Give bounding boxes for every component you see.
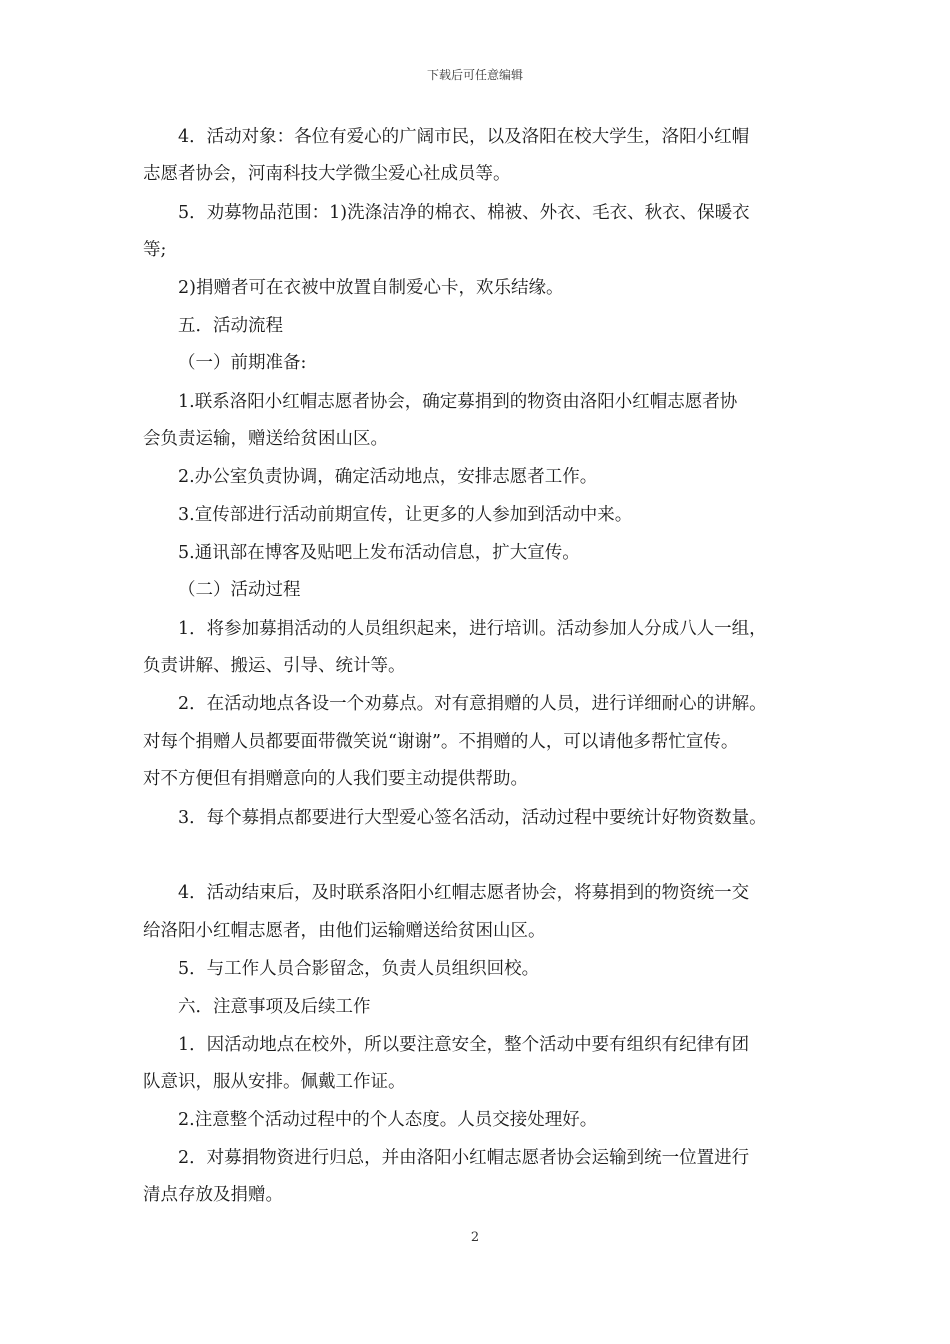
text-line: 4．活动结束后，及时联系洛阳小红帽志愿者协会，将募捐到的物资统一交 bbox=[178, 883, 750, 903]
text-line: 给洛阳小红帽志愿者，由他们运输赠送给贫困山区。 bbox=[143, 921, 546, 941]
text-line: 4．活动对象：各位有爱心的广阔市民，以及洛阳在校大学生，洛阳小红帽 bbox=[178, 127, 750, 147]
text-line: 1．将参加募捐活动的人员组织起来，进行培训。活动参加人分成八人一组， bbox=[178, 619, 767, 639]
text-line: 清点存放及捐赠。 bbox=[143, 1185, 283, 1205]
text-line: 1.联系洛阳小红帽志愿者协会，确定募捐到的物资由洛阳小红帽志愿者协 bbox=[178, 392, 738, 412]
text-line: 3．每个募捐点都要进行大型爱心签名活动，活动过程中要统计好物资数量。 bbox=[178, 808, 767, 828]
page-header: 下载后可任意编辑 bbox=[426, 68, 523, 82]
text-line: 2.注意整个活动过程中的个人态度。人员交接处理好。 bbox=[178, 1110, 598, 1130]
section-heading: 六．注意事项及后续工作 bbox=[178, 997, 371, 1017]
subsection-heading: （一）前期准备: bbox=[178, 353, 307, 373]
text-line: 5．劝募物品范围：1)洗涤洁净的棉衣、棉被、外衣、毛衣、秋衣、保暖衣 bbox=[178, 203, 750, 223]
text-line: 等; bbox=[143, 240, 167, 260]
page-number: 2 bbox=[470, 1230, 480, 1245]
text-line: 2.办公室负责协调，确定活动地点，安排志愿者工作。 bbox=[178, 467, 598, 487]
text-line: 会负责运输，赠送给贫困山区。 bbox=[143, 429, 388, 449]
text-line: 队意识，服从安排。佩戴工作证。 bbox=[143, 1072, 406, 1092]
text-line: 5.通讯部在博客及贴吧上发布活动信息，扩大宣传。 bbox=[178, 543, 580, 563]
text-line: 2．在活动地点各设一个劝募点。对有意捐赠的人员，进行详细耐心的讲解。 bbox=[178, 694, 767, 714]
text-line: 志愿者协会，河南科技大学微尘爱心社成员等。 bbox=[143, 164, 511, 184]
text-line: 对不方便但有捐赠意向的人我们要主动提供帮助。 bbox=[143, 769, 528, 789]
text-line: 2)捐赠者可在衣被中放置自制爱心卡，欢乐结缘。 bbox=[178, 278, 564, 298]
text-line: 1．因活动地点在校外，所以要注意安全，整个活动中要有组织有纪律有团 bbox=[178, 1035, 750, 1055]
text-line: 对每个捐赠人员都要面带微笑说“谢谢”。不捐赠的人，可以请他多帮忙宣传。 bbox=[143, 732, 739, 752]
text-line: 2．对募捐物资进行归总，并由洛阳小红帽志愿者协会运输到统一位置进行 bbox=[178, 1148, 750, 1168]
text-line: 负责讲解、搬运、引导、统计等。 bbox=[143, 656, 406, 676]
section-heading: 五．活动流程 bbox=[178, 316, 283, 336]
text-line: 5．与工作人员合影留念，负责人员组织回校。 bbox=[178, 959, 540, 979]
text-line: 3.宣传部进行活动前期宣传，让更多的人参加到活动中来。 bbox=[178, 505, 633, 525]
subsection-heading: （二）活动过程 bbox=[178, 580, 301, 600]
